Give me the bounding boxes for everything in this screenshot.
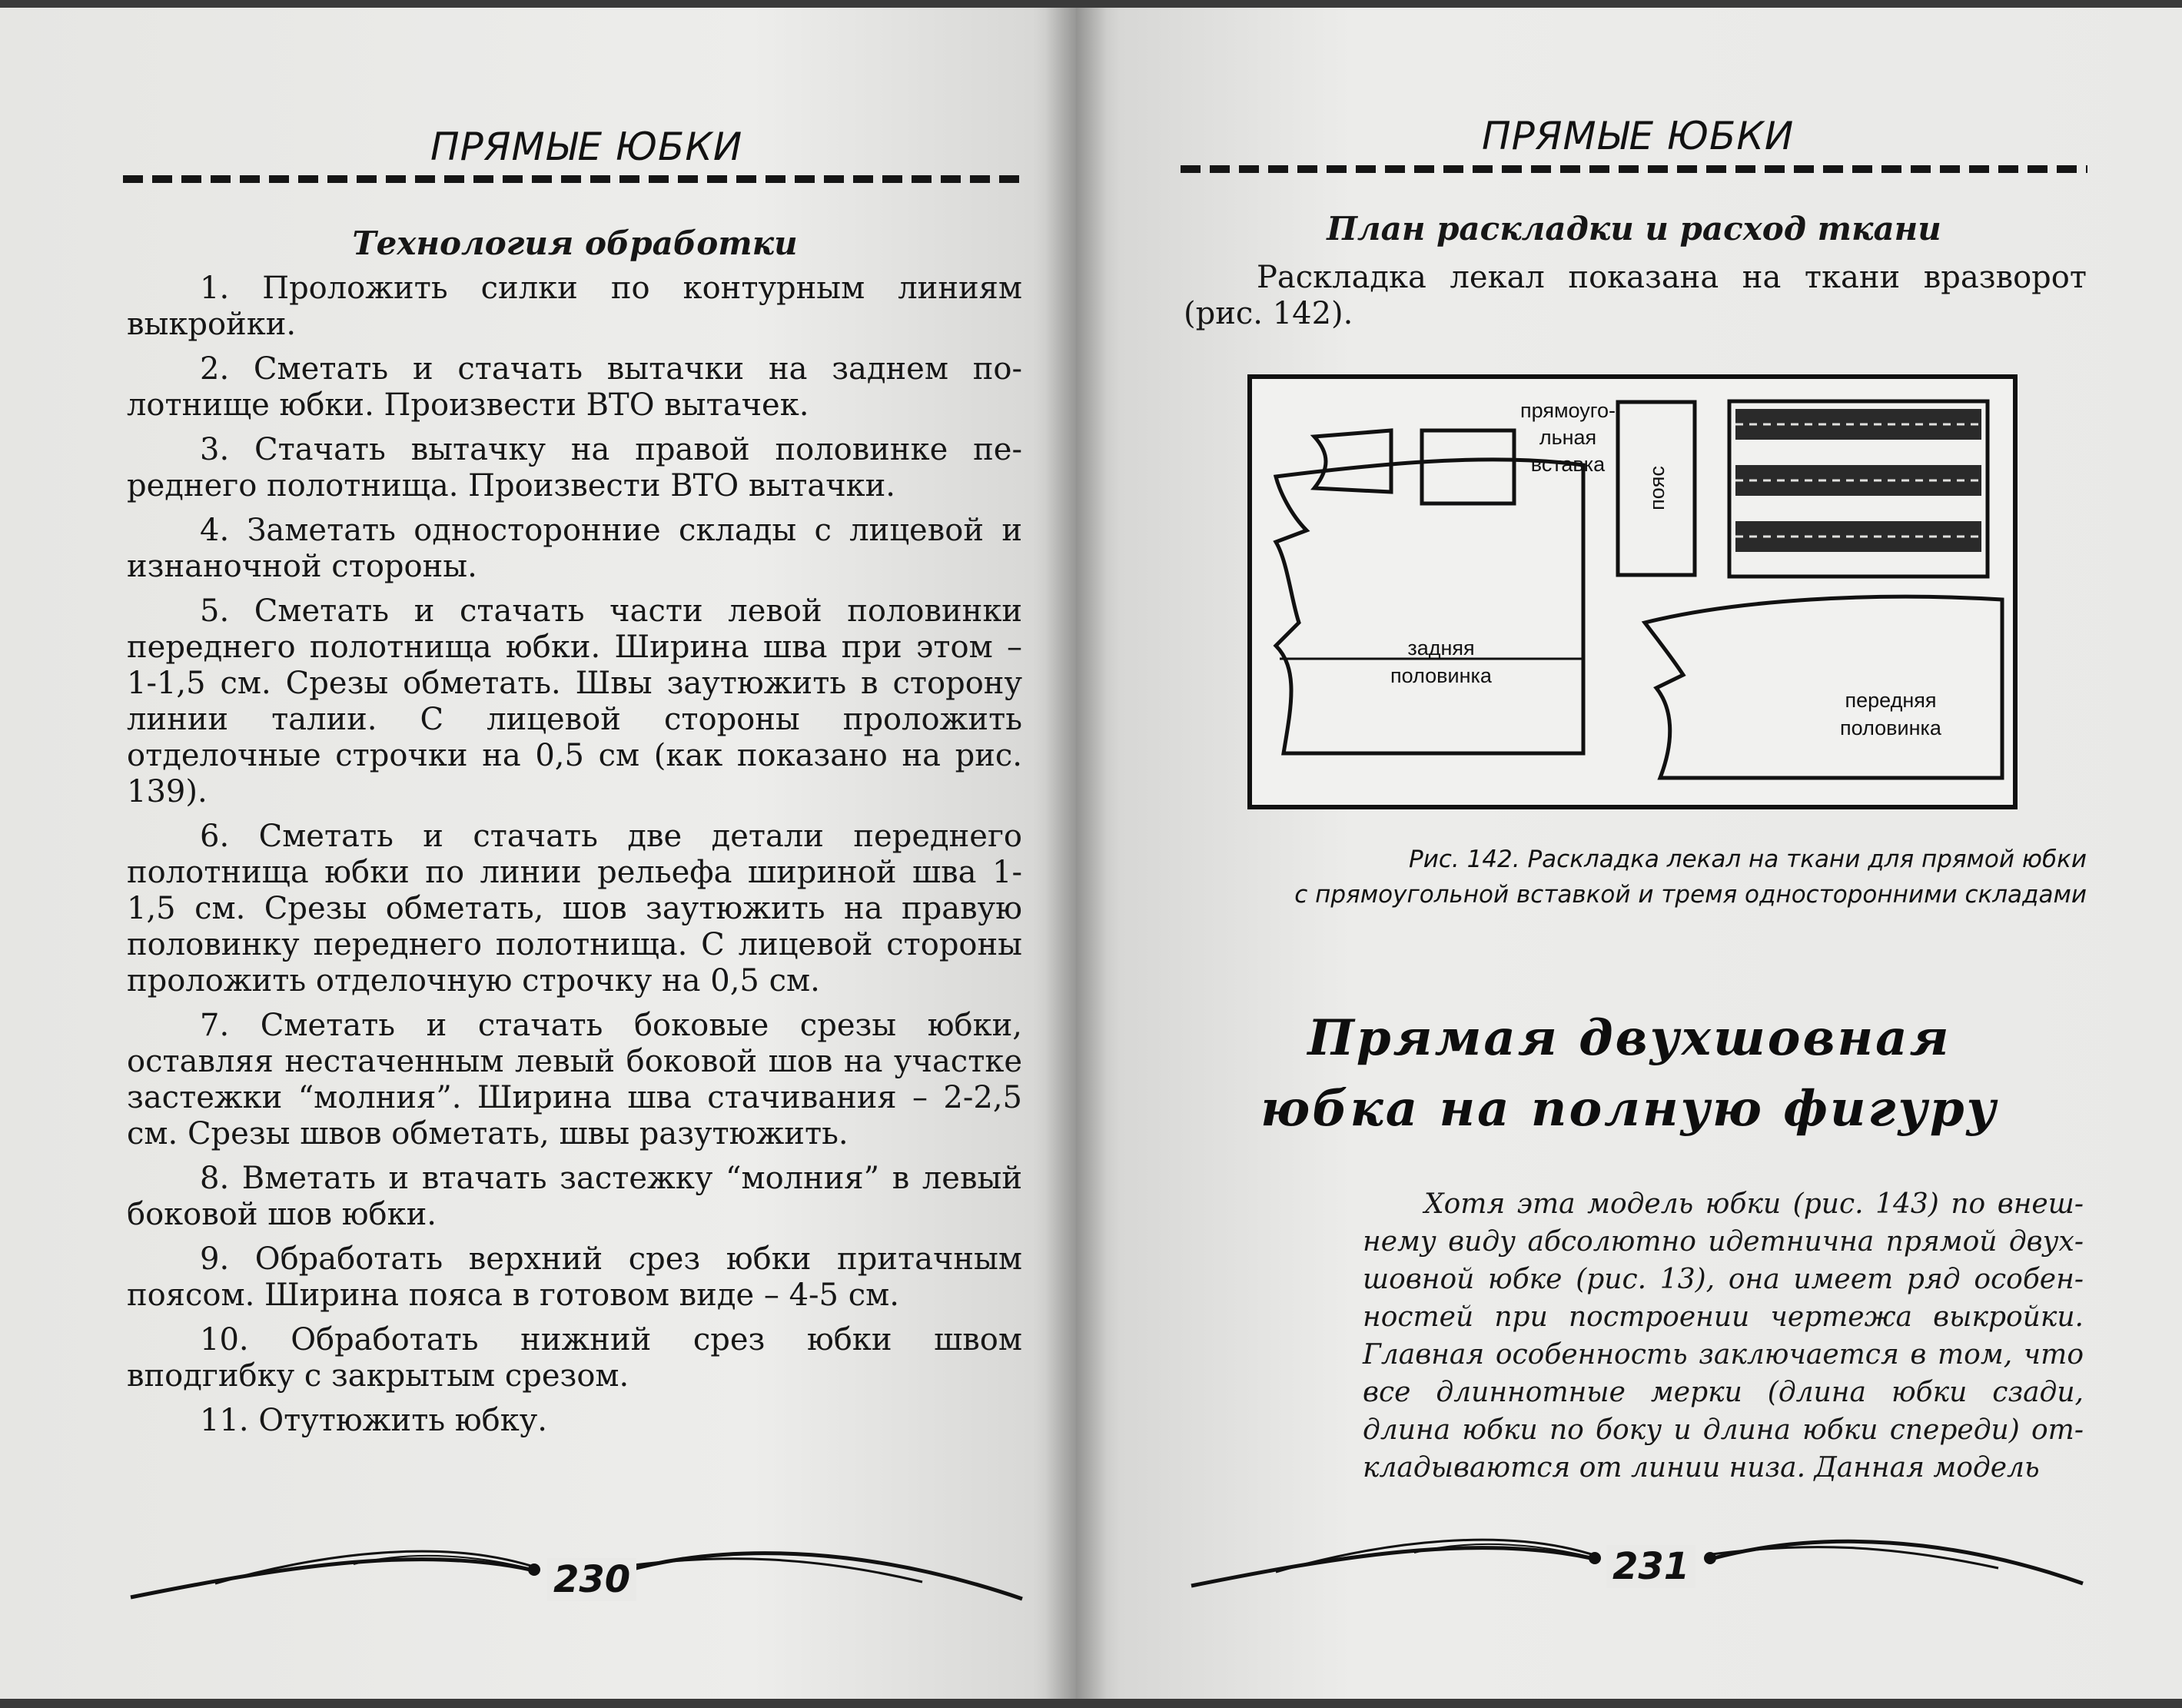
steps-list: [127, 271, 1022, 1447]
pleat-strips: [1729, 401, 1988, 577]
step-7: 7. Сметать и стачать боковые срезы юбки, оставляя нестаченным левый боковой шов на участке застежки “молния”. Ширина шва стачивания – 2-2,5 см. Срезы швов обметать, швы разутюжить.: [127, 1008, 1022, 1151]
step-2: 2. Сметать и стачать вытачки на заднем полотнище юбки. Произвести ВТО вытачек.: [127, 351, 1022, 423]
insert-label-2: льная: [1539, 426, 1597, 449]
section-title-right: План раскладки и расход ткани: [1327, 210, 1941, 248]
step-6: 6. Сметать и стачать две детали переднего полотнища юбки по линии рельефа шириной шва 1-1,5 см. Срезы обметать, шов заутюжить на правую половинку переднего полотнища. С лицевой стороны проложить отделочную строчку на 0,5 см.: [127, 819, 1022, 999]
step-4: 4. Заметать односторонние склады с лицевой и изнаночной стороны.: [127, 513, 1022, 584]
heading-line-2: юбка на полную фигуру: [1260, 1080, 1998, 1138]
back-label-1: задняя: [1407, 636, 1475, 660]
belt-label: пояс: [1646, 466, 1669, 510]
left-page: [0, 8, 1076, 1699]
intro-text: Раскладка лекал показана на ткани вразворот (рис. 142).: [1184, 260, 2087, 331]
gutter-shadow-right: [1076, 8, 1107, 1699]
step-8: 8. Вметать и втачать застежку “молния” в левый боковой шов юбки.: [127, 1161, 1022, 1232]
step-9: 9. Обработать верхний срез юбки притачным поясом. Ширина пояса в готовом виде – 4-5 см.: [127, 1241, 1022, 1313]
gutter-shadow-left: [1045, 8, 1076, 1699]
back-label-2: половинка: [1390, 664, 1492, 687]
caption-line-2: с прямоугольной вставкой и тремя односторонними складами: [1294, 881, 2087, 909]
dashed-rule-right: [1181, 165, 2087, 173]
chapter-heading: [1153, 1003, 2106, 1145]
step-1: 1. Проложить силки по контурным линиям выкройки.: [127, 271, 1022, 342]
model-description: Хотя эта модель юбки (рис. 143) по внешнему виду абсолютно идетнична прямой двухшовной юбке (рис. 13), она имеет ряд особенностей при построении чертежа выкройки. Главная особенность заключается в том, что все длиннотные мерки (длина юбки сзади, длина юбки по боку и длина юбки спереди) откладываются от линии низа. Данная модель: [1363, 1188, 2084, 1484]
step-11: 11. Отутюжить юбку.: [200, 1403, 547, 1438]
insert-label-3: вставка: [1530, 453, 1606, 476]
fabric-layout-diagram: [1245, 369, 2021, 815]
dashed-rule-left: [123, 175, 1027, 183]
insert-label-1: прямоуго-: [1520, 399, 1616, 422]
step-5: 5. Сметать и стачать части левой половинки переднего полотнища юбки. Ширина шва при этом – 1-1,5 см. Срезы обметать. Швы заутюжить в сторону линии талии. С лицевой стороны проложить отделочные строчки на 0,5 см (как показано на рис. 139).: [127, 593, 1022, 809]
running-head-left: ПРЯМЫЕ ЮБКИ: [430, 125, 743, 169]
page-number-left: 230: [547, 1558, 636, 1601]
caption-line-1: Рис. 142. Раскладка лекал на ткани для прямой юбки: [1409, 846, 2087, 873]
right-page: [1076, 8, 2182, 1699]
layout-intro: [1184, 260, 2087, 341]
figure-caption: [1184, 842, 2087, 912]
step-3: 3. Стачать вытачку на правой половинке переднего полотнища. Произвести ВТО вытачки.: [127, 432, 1022, 503]
step-10: 10. Обработать нижний срез юбки швом вподгибку с закрытым срезом.: [127, 1322, 1022, 1394]
running-head-right: ПРЯМЫЕ ЮБКИ: [1482, 114, 1795, 158]
heading-line-1: Прямая двухшовная: [1307, 1009, 1951, 1067]
section-title-left: Технология обработки: [352, 224, 798, 262]
page-number-right: 231: [1606, 1545, 1695, 1588]
front-label-2: половинка: [1840, 716, 1941, 739]
front-label-1: передняя: [1845, 689, 1937, 712]
